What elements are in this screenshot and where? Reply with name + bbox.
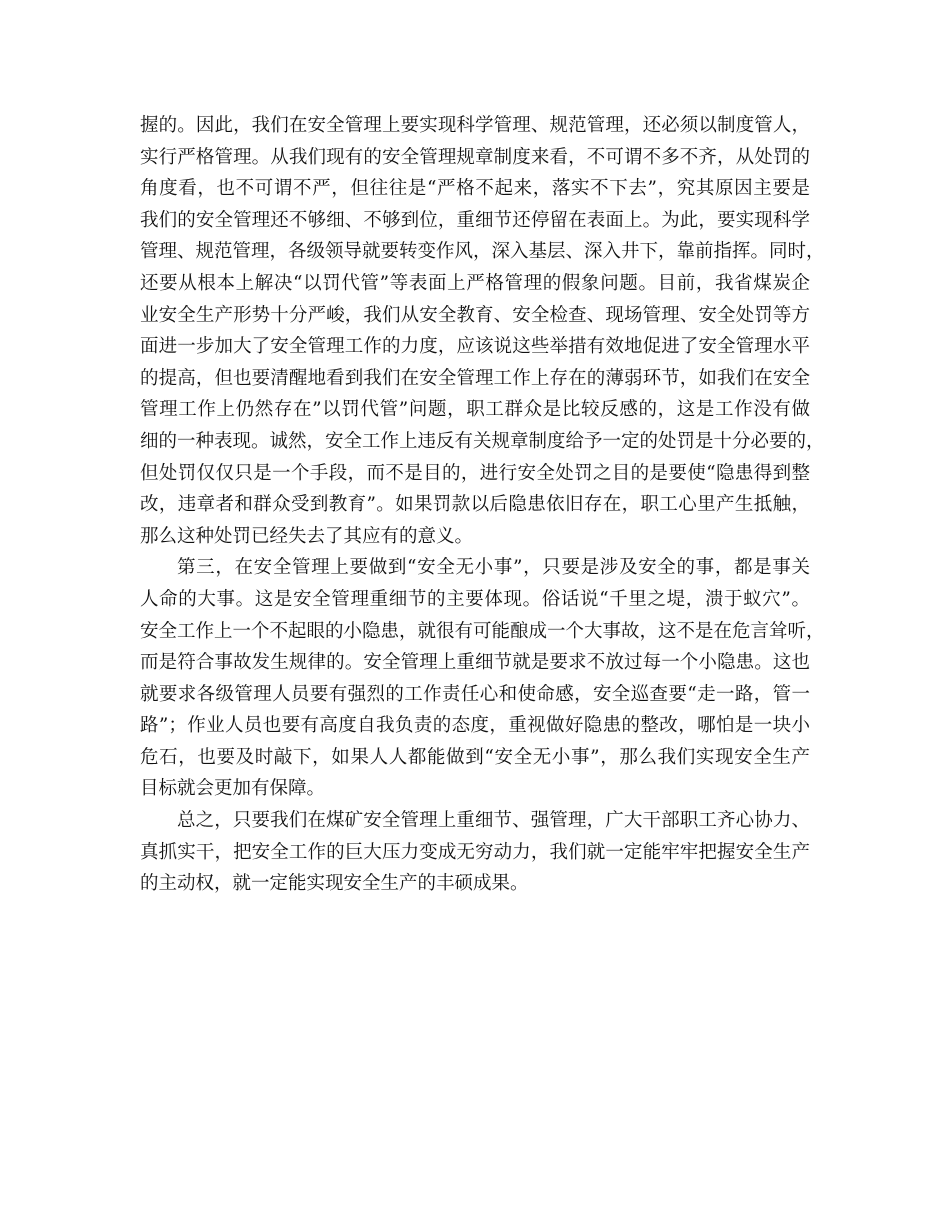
text-line: 的主动权，就一定能实现安全生产的丰硕成果。 (140, 873, 529, 895)
text-line: 握的。因此，我们在安全管理上要实现科学管理、规范管理，还必须以制度管人， (140, 115, 810, 136)
text-line: 目标就会更加有保障。 (140, 778, 326, 800)
text-line: 管理、规范管理，各级领导就要转变作风，深入基层、深入井下，靠前指挥。同时， (140, 241, 825, 263)
text-line: 角度看，也不可谓不严，但往往是“严格不起来，落实不下去”，究其原因主要是 (140, 178, 810, 200)
text-line: 路”；作业人员也要有高度自我负责的态度，重视做好隐患的整改，哪怕是一块小 (140, 715, 810, 737)
text-line: 就要求各级管理人员要有强烈的工作责任心和使命感，安全巡查要“走一路，管一 (140, 683, 810, 705)
text-line: 第三，在安全管理上要做到“安全无小事”，只要是涉及安全的事，都是事关 (177, 557, 810, 579)
text-line: 管理工作上仍然存在”以罚代管”问题，职工群众是比较反感的，这是工作没有做 (140, 399, 810, 421)
text-line: 危石，也要及时敲下，如果人人都能做到“安全无小事”，那么我们实现安全生产 (140, 746, 810, 768)
paragraph-3 (140, 805, 810, 900)
text-line: 但处罚仅仅只是一个手段，而不是目的，进行安全处罚之目的是要使“隐患得到整 (140, 462, 810, 484)
text-line: 细的一种表现。诚然，安全工作上违反有关规章制度给予一定的处罚是十分必要的， (140, 430, 825, 452)
text-line: 还要从根本上解决“以罚代管”等表面上严格管理的假象问题。目前，我省煤炭企 (140, 272, 810, 294)
text-line: 人命的大事。这是安全管理重细节的主要体现。俗话说“千里之堤，溃于蚁穴”。 (140, 588, 810, 610)
paragraph-1 (140, 110, 825, 552)
paragraph-2 (140, 552, 825, 805)
text-line: 改，违章者和群众受到教育”。如果罚款以后隐患依旧存在，职工心里产生抵触， (140, 494, 810, 516)
document-body (140, 110, 825, 900)
text-line: 业安全生产形势十分严峻，我们从安全教育、安全检查、现场管理、安全处罚等方 (140, 304, 810, 326)
text-line: 我们的安全管理还不够细、不够到位，重细节还停留在表面上。为此，要实现科学 (140, 209, 810, 231)
text-line: 真抓实干，把安全工作的巨大压力变成无穷动力，我们就一定能牢牢把握安全生产 (140, 841, 810, 863)
text-line: 的提高，但也要清醒地看到我们在安全管理工作上存在的薄弱环节，如我们在安全 (140, 367, 810, 389)
text-line: 那么这种处罚已经失去了其应有的意义。 (140, 525, 474, 547)
text-line: 而是符合事故发生规律的。安全管理上重细节就是要求不放过每一个小隐患。这也 (140, 652, 810, 674)
text-line: 实行严格管理。从我们现有的安全管理规章制度来看，不可谓不多不齐，从处罚的 (140, 146, 810, 168)
text-line: 总之，只要我们在煤矿安全管理上重细节、强管理，广大干部职工齐心协力、 (177, 810, 810, 832)
text-line: 面进一步加大了安全管理工作的力度，应该说这些举措有效地促进了安全管理水平 (140, 336, 810, 358)
text-line: 安全工作上一个不起眼的小隐患，就很有可能酿成一个大事故，这不是在危言耸听， (140, 620, 825, 642)
